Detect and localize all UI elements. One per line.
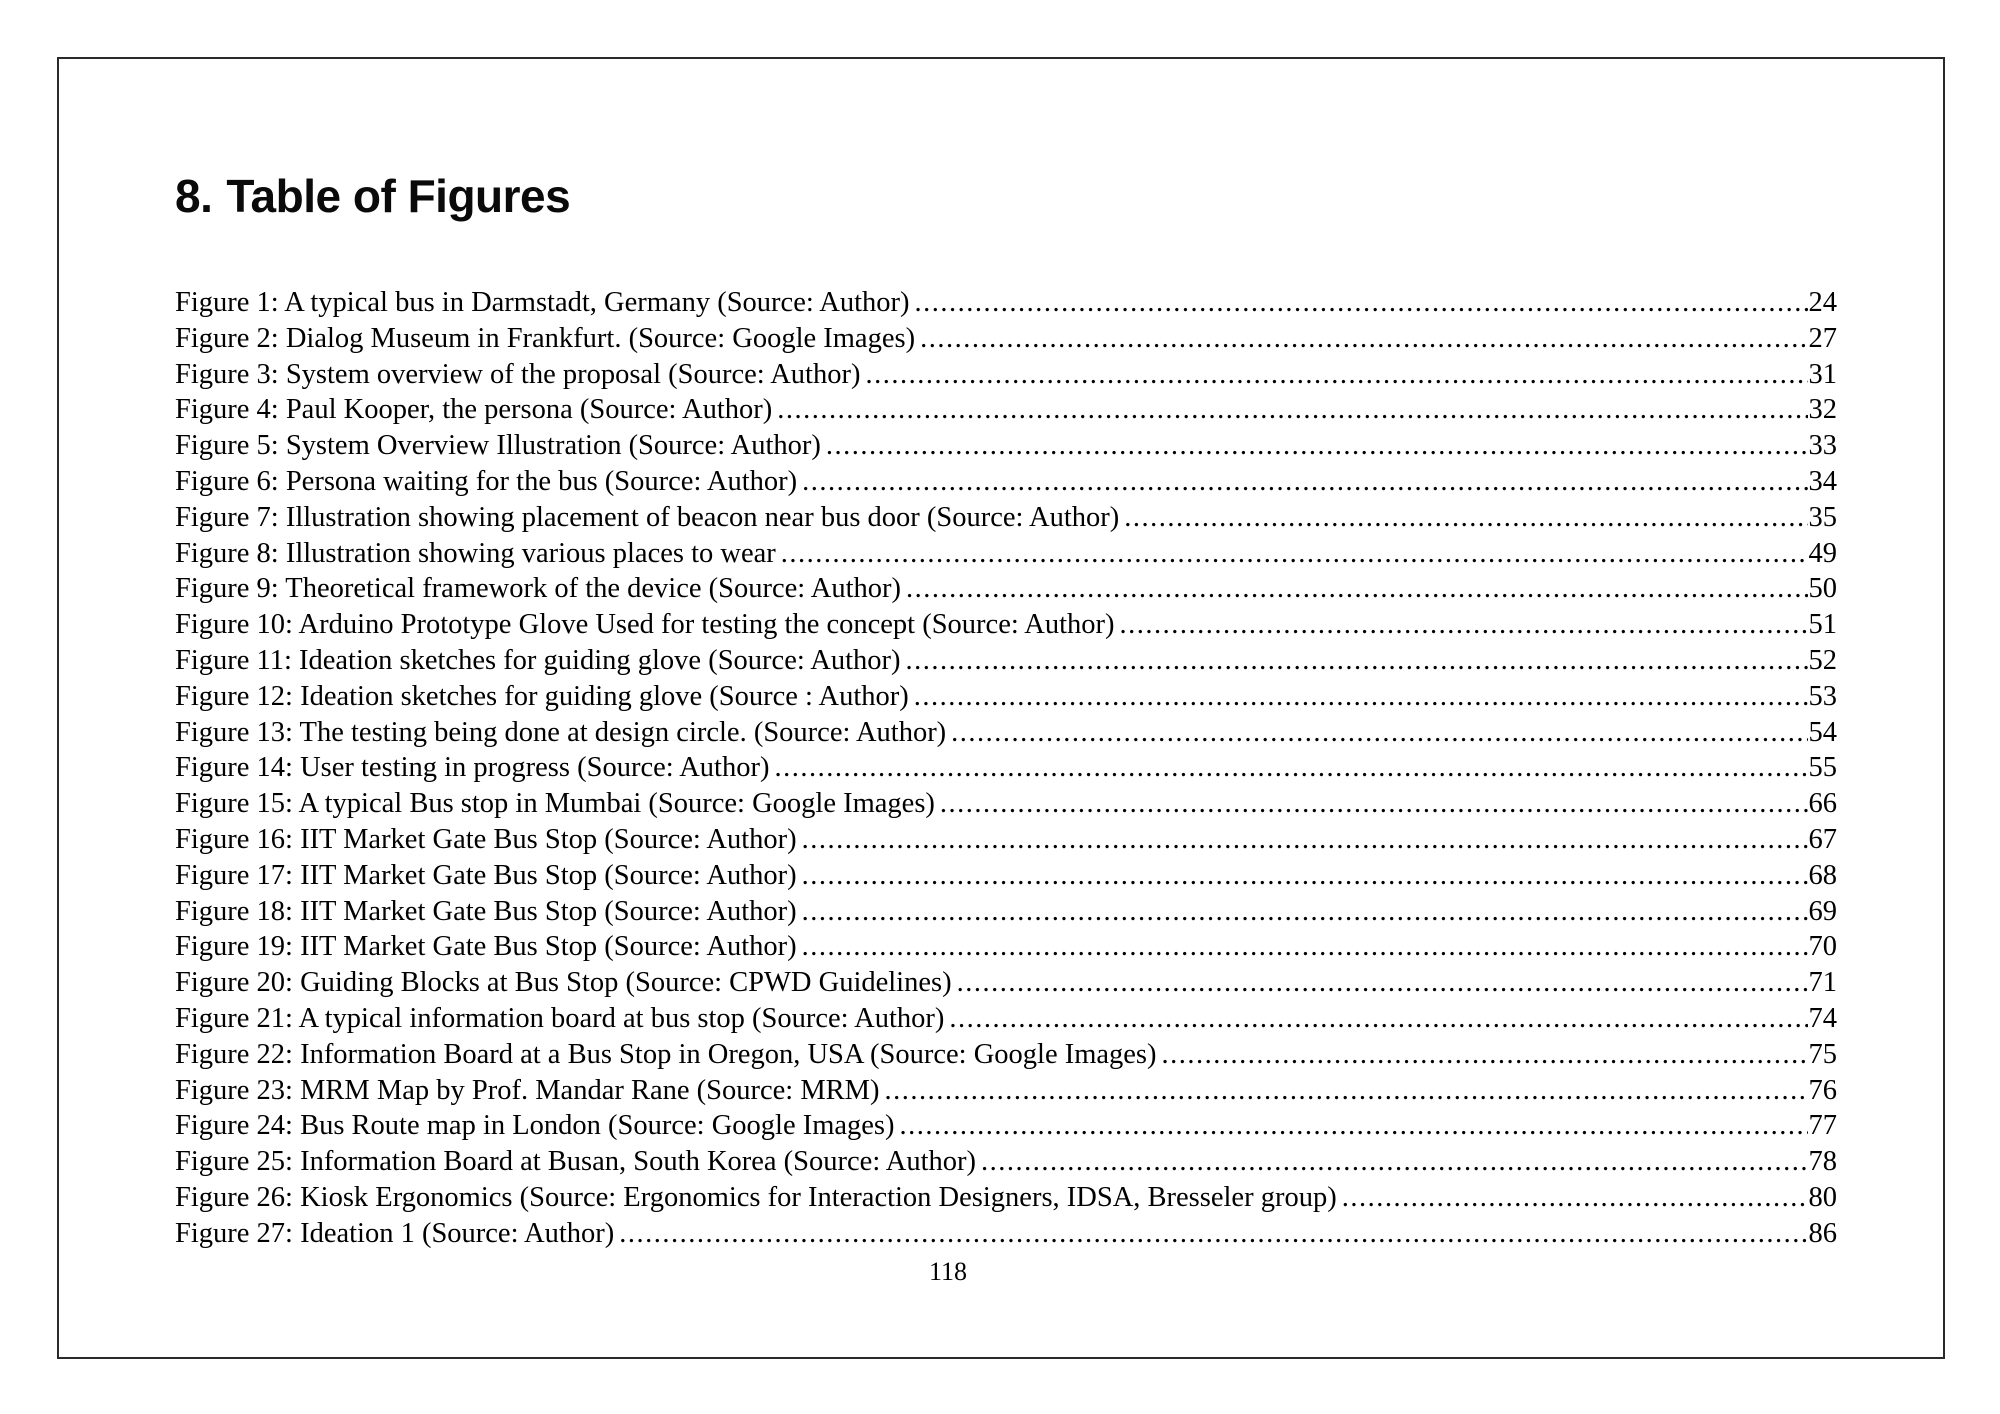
toc-entry-label: Figure 1: A typical bus in Darmstadt, Germany (Source: Author) [175, 287, 910, 318]
toc-entry-label: Figure 5: System Overview Illustration (Source: Author) [175, 430, 821, 462]
toc-entry [175, 536, 1837, 572]
toc-entry-label: Figure 13: The testing being done at design circle. (Source: Author) [175, 716, 947, 748]
toc-entry-page-number: 77 [1808, 1110, 1837, 1142]
toc-entry-page-number: 69 [1808, 895, 1837, 927]
toc-entry-page-number: 51 [1808, 609, 1837, 641]
toc-entry-label: Figure 27: Ideation 1 (Source: Author) [175, 1217, 615, 1249]
toc-entry-page-number: 74 [1808, 1002, 1837, 1034]
toc-leader-dots [885, 1073, 1808, 1109]
toc-leader-dots [949, 1001, 1807, 1037]
toc-entry-label: Figure 19: IIT Market Gate Bus Stop (Source: Author) [175, 931, 797, 963]
toc-entry [175, 321, 1837, 357]
toc-entry [175, 822, 1837, 858]
toc-entry-label: Figure 17: IIT Market Gate Bus Stop (Source: Author) [175, 859, 797, 891]
toc-entry [175, 643, 1837, 679]
toc-entry-label: Figure 23: MRM Map by Prof. Mandar Rane (Source: MRM) [175, 1074, 880, 1106]
toc-entry-page-number: 76 [1808, 1074, 1837, 1106]
toc-entry [175, 500, 1837, 536]
toc-leader-dots [920, 321, 1807, 357]
toc-entry [175, 679, 1837, 715]
toc-entry-label: Figure 10: Arduino Prototype Glove Used for testing the concept (Source: Author) [175, 609, 1115, 641]
toc-entry-page-number: 27 [1808, 322, 1837, 354]
toc-entry-page-number: 49 [1808, 537, 1837, 569]
toc-entry [175, 464, 1837, 500]
toc-entry-label: Figure 26: Kiosk Ergonomics (Source: Ergonomics for Interaction Designers, IDSA, Bresseler group) [175, 1181, 1337, 1213]
toc-entry-label: Figure 18: IIT Market Gate Bus Stop (Source: Author) [175, 895, 797, 927]
toc-entry-label: Figure 21: A typical information board at bus stop (Source: Author) [175, 1002, 945, 1034]
page-title-text: Table of Figures [226, 170, 571, 222]
toc-leader-dots [900, 1108, 1808, 1144]
toc-entry-label: Figure 3: System overview of the proposal (Source: Author) [175, 358, 861, 390]
toc-leader-dots [914, 679, 1808, 715]
toc-leader-dots [981, 1144, 1807, 1180]
table-of-figures-list [175, 285, 1837, 1252]
toc-entry-label: Figure 6: Persona waiting for the bus (Source: Author) [175, 465, 798, 497]
toc-entry [175, 750, 1837, 786]
toc-leader-dots [826, 428, 1808, 464]
toc-leader-dots [906, 643, 1808, 679]
toc-entry [175, 786, 1837, 822]
toc-entry-page-number: 35 [1808, 501, 1837, 533]
toc-leader-dots [802, 858, 1808, 894]
toc-leader-dots [957, 965, 1808, 1001]
toc-entry-page-number: 67 [1808, 823, 1837, 855]
toc-leader-dots [906, 571, 1808, 607]
toc-entry [175, 715, 1837, 751]
toc-entry-label: Figure 14: User testing in progress (Source: Author) [175, 752, 770, 784]
toc-leader-dots [915, 285, 1808, 321]
page-number: 118 [928, 1257, 968, 1286]
toc-entry [175, 858, 1837, 894]
toc-entry [175, 1144, 1837, 1180]
toc-entry-label: Figure 12: Ideation sketches for guiding glove (Source : Author) [175, 680, 909, 712]
toc-leader-dots [802, 822, 1808, 858]
toc-entry-page-number: 53 [1808, 680, 1837, 712]
toc-entry-page-number: 78 [1808, 1146, 1837, 1178]
toc-entry [175, 1037, 1837, 1073]
toc-leader-dots [940, 786, 1808, 822]
toc-entry-page-number: 55 [1808, 752, 1837, 784]
toc-entry-page-number: 24 [1808, 287, 1837, 318]
toc-entry-label: Figure 2: Dialog Museum in Frankfurt. (Source: Google Images) [175, 322, 916, 354]
toc-leader-dots [619, 1216, 1807, 1252]
toc-entry-page-number: 33 [1808, 430, 1837, 462]
toc-leader-dots [781, 536, 1808, 572]
toc-entry-page-number: 68 [1808, 859, 1837, 891]
toc-entry-label: Figure 22: Information Board at a Bus Stop in Oregon, USA (Source: Google Images) [175, 1038, 1157, 1070]
toc-entry-label: Figure 9: Theoretical framework of the device (Source: Author) [175, 573, 901, 605]
toc-entry-page-number: 50 [1808, 573, 1837, 605]
toc-entry-page-number: 34 [1808, 465, 1837, 497]
toc-leader-dots [1342, 1180, 1808, 1216]
toc-entry [175, 965, 1837, 1001]
toc-entry-page-number: 80 [1808, 1181, 1837, 1213]
toc-leader-dots [1124, 500, 1807, 536]
toc-entry [175, 929, 1837, 965]
toc-entry-label: Figure 24: Bus Route map in London (Source: Google Images) [175, 1110, 895, 1142]
toc-entry-label: Figure 11: Ideation sketches for guiding glove (Source: Author) [175, 644, 901, 676]
toc-entry [175, 607, 1837, 643]
toc-leader-dots [1162, 1037, 1808, 1073]
toc-entry [175, 571, 1837, 607]
toc-entry-label: Figure 4: Paul Kooper, the persona (Source: Author) [175, 394, 773, 426]
toc-leader-dots [802, 894, 1808, 930]
toc-entry-page-number: 32 [1808, 394, 1837, 426]
toc-entry-page-number: 54 [1808, 716, 1837, 748]
toc-entry [175, 1216, 1837, 1252]
toc-entry-page-number: 86 [1808, 1217, 1837, 1249]
toc-leader-dots [865, 357, 1807, 393]
toc-entry [175, 428, 1837, 464]
toc-leader-dots [1120, 607, 1808, 643]
toc-entry [175, 1180, 1837, 1216]
toc-entry [175, 1073, 1837, 1109]
toc-entry-label: Figure 7: Illustration showing placement of beacon near bus door (Source: Author) [175, 501, 1120, 533]
toc-leader-dots [777, 392, 1807, 428]
toc-entry [175, 285, 1837, 321]
toc-leader-dots [951, 715, 1807, 751]
toc-leader-dots [802, 464, 1807, 500]
toc-entry-label: Figure 15: A typical Bus stop in Mumbai (Source: Google Images) [175, 788, 935, 820]
toc-entry-label: Figure 16: IIT Market Gate Bus Stop (Source: Author) [175, 823, 797, 855]
toc-entry [175, 392, 1837, 428]
toc-entry-page-number: 66 [1808, 788, 1837, 820]
toc-entry-page-number: 75 [1808, 1038, 1837, 1070]
toc-entry [175, 1108, 1837, 1144]
toc-entry-label: Figure 8: Illustration showing various places to wear [175, 537, 776, 569]
toc-entry-page-number: 31 [1808, 358, 1837, 390]
toc-entry [175, 894, 1837, 930]
toc-entry-page-number: 71 [1808, 967, 1837, 999]
toc-entry-label: Figure 25: Information Board at Busan, South Korea (Source: Author) [175, 1146, 977, 1178]
page-border-frame [57, 57, 1945, 1359]
toc-entry [175, 1001, 1837, 1037]
toc-entry [175, 357, 1837, 393]
toc-leader-dots [802, 929, 1808, 965]
toc-entry-page-number: 52 [1808, 644, 1837, 676]
page-title [175, 171, 570, 222]
page-title-number: 8. [175, 170, 213, 222]
toc-entry-page-number: 70 [1808, 931, 1837, 963]
toc-leader-dots [774, 750, 1807, 786]
toc-entry-label: Figure 20: Guiding Blocks at Bus Stop (Source: CPWD Guidelines) [175, 967, 952, 999]
